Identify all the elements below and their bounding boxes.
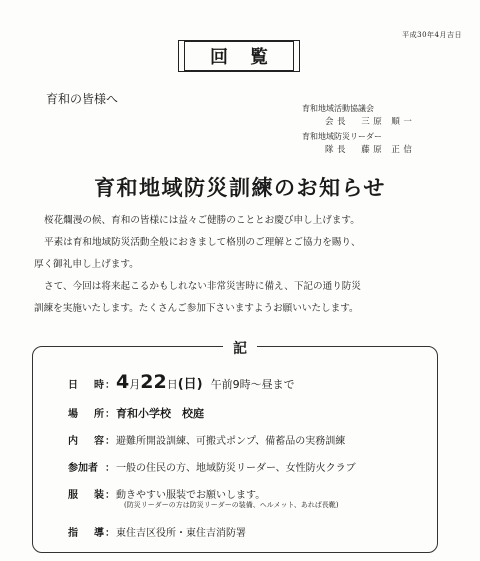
colon: ： bbox=[105, 436, 115, 447]
label-char: 所 bbox=[94, 409, 104, 420]
label-char: 服 bbox=[68, 490, 78, 501]
colon: ： bbox=[105, 463, 115, 474]
label-participants: 参加者 bbox=[68, 463, 98, 474]
label-char: 装 bbox=[94, 490, 104, 501]
notice-title: 育和地域防災訓練のお知らせ bbox=[94, 176, 386, 200]
sender-role-2: 隊長 bbox=[325, 145, 350, 155]
sender-role-1: 会長 bbox=[325, 117, 350, 127]
label-char: 場 bbox=[68, 409, 78, 420]
content-value: 避難所開設訓練、可搬式ポンプ、備蓄品の実務訓練 bbox=[116, 436, 346, 447]
paragraph-line-5: 訓練を実施いたします。たくさんご参加下さいますようお願いいたします。 bbox=[34, 303, 359, 314]
event-day: 22 bbox=[140, 371, 167, 393]
day-unit: 日 bbox=[166, 378, 178, 391]
place-value: 育和小学校 校庭 bbox=[116, 407, 204, 420]
row-datetime bbox=[68, 371, 295, 393]
participants-value: 一般の住民の方、地域防災リーダー、女性防火クラブ bbox=[116, 463, 356, 474]
label-clothing bbox=[68, 486, 104, 501]
label-char: 時 bbox=[94, 380, 104, 391]
issue-date: 平成30年4月吉日 bbox=[402, 31, 462, 39]
label-char: 内 bbox=[68, 436, 78, 447]
event-weekday: (日) bbox=[177, 377, 203, 392]
ki-heading-wrap bbox=[0, 338, 480, 358]
sender-person-1 bbox=[325, 115, 415, 127]
label-char: 容 bbox=[94, 436, 104, 447]
kairan-stamp: 回覧 bbox=[184, 41, 294, 71]
colon: ： bbox=[105, 528, 115, 539]
label-place bbox=[68, 405, 104, 420]
paragraph-line-2: 平素は育和地域防災活動全般におきまして格別のご理解とご協力を賜り、 bbox=[44, 237, 361, 248]
sender-name-1: 三原 順一 bbox=[361, 117, 416, 127]
colon: ： bbox=[105, 490, 115, 501]
label-guidance bbox=[68, 524, 104, 539]
colon: ： bbox=[105, 409, 115, 420]
label-char: 導 bbox=[94, 528, 104, 539]
row-clothing bbox=[68, 486, 265, 501]
ki-heading: 記 bbox=[223, 338, 257, 358]
month-unit: 月 bbox=[129, 378, 141, 391]
row-guidance bbox=[68, 524, 246, 539]
clothing-value: 動きやすい服装でお願いします。 bbox=[116, 490, 266, 501]
event-time: 午前9時〜昼まで bbox=[210, 378, 295, 391]
sender-org-2: 育和地域防災リーダー bbox=[302, 132, 382, 141]
label-char: 指 bbox=[68, 528, 78, 539]
colon: ： bbox=[105, 380, 115, 391]
row-participants bbox=[68, 459, 356, 474]
addressee: 育和の皆様へ bbox=[46, 92, 119, 106]
paragraph-line-1: 桜花爛漫の候、育和の皆様には益々ご健勝のこととお慶び申し上げます。 bbox=[44, 215, 360, 226]
label-content bbox=[68, 432, 104, 447]
sender-org-1: 育和地域活動協議会 bbox=[302, 104, 374, 113]
guidance-value: 東住吉区役所・東住吉消防署 bbox=[116, 528, 246, 539]
paragraph-line-3: 厚く御礼申し上げます。 bbox=[34, 259, 139, 270]
label-char: 日 bbox=[68, 380, 78, 391]
sender-person-2 bbox=[325, 143, 415, 155]
sender-name-2: 藤原 正信 bbox=[361, 145, 416, 155]
label-datetime bbox=[68, 376, 104, 391]
clothing-note: (防災リーダーの方は防災リーダーの装備、ヘルメット、あれば長靴) bbox=[124, 501, 339, 509]
event-month: 4 bbox=[116, 371, 130, 393]
paragraph-line-4: さて、今回は将来起こるかもしれない非常災害時に備え、下記の通り防災 bbox=[44, 281, 361, 292]
row-content bbox=[68, 432, 345, 447]
row-place bbox=[68, 405, 204, 421]
